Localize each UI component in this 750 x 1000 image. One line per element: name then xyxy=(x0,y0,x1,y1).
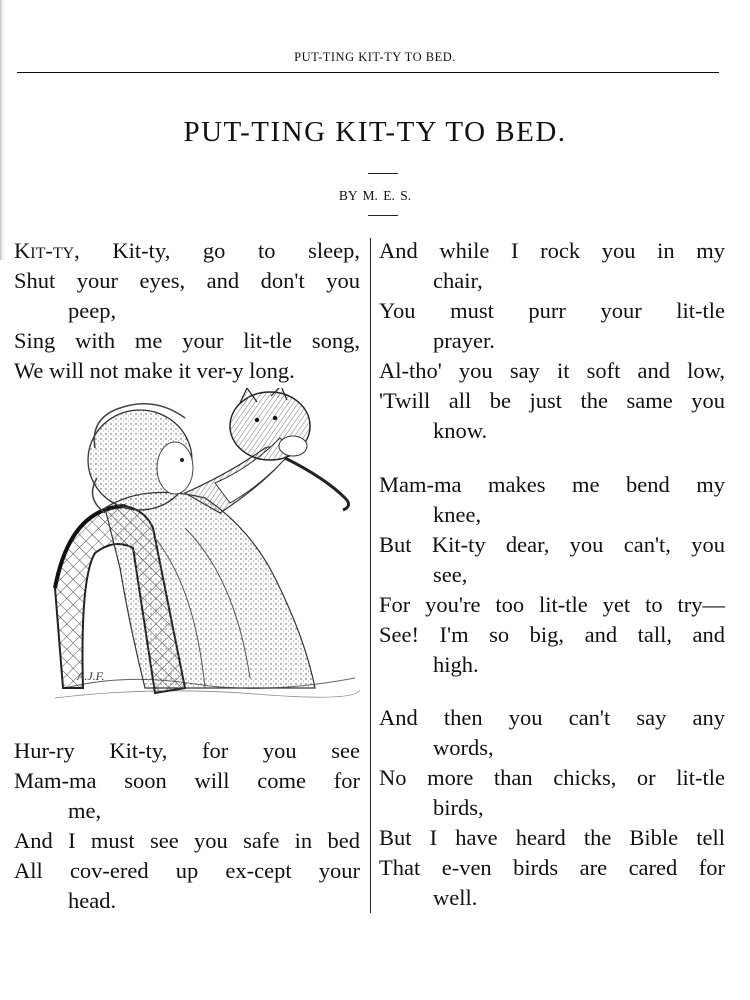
stanza-left-1 xyxy=(14,236,360,386)
stanza-right-3 xyxy=(379,703,725,913)
byline-rule xyxy=(368,215,398,216)
column-divider xyxy=(370,238,371,913)
poem-line: Mam-ma makes me bend my xyxy=(379,472,725,497)
poem-line-continuation xyxy=(379,416,725,446)
stanza-left-2 xyxy=(14,736,360,916)
poem-line-continuation xyxy=(14,796,360,826)
running-head: PUT-TING KIT-TY TO BED. xyxy=(294,50,456,64)
poem-line-continuation xyxy=(379,266,725,296)
poem-line: 'Twill all be just the same you xyxy=(379,388,725,413)
poem-line-continuation xyxy=(379,883,725,913)
poem-line-continuation xyxy=(379,733,725,763)
poem-line: You must purr your lit-tle xyxy=(379,298,725,323)
continuation-text: know. xyxy=(433,418,488,443)
continuation-text: peep, xyxy=(68,298,117,323)
poem-line: And while I rock you in my xyxy=(379,238,725,263)
illustrator-signature: A.J.F. xyxy=(77,669,105,683)
poem-title: PUT-TING KIT-TY TO BED. xyxy=(183,116,567,148)
continuation-text: see, xyxy=(433,562,468,587)
continuation-text: high. xyxy=(433,652,479,677)
poem-line: Mam-ma soon will come for xyxy=(14,768,360,793)
header-rule xyxy=(17,72,719,73)
poem-line-continuation xyxy=(379,326,725,356)
continuation-text: well. xyxy=(433,885,478,910)
title-rule xyxy=(368,173,398,174)
byline: BY M. E. S. xyxy=(338,188,412,203)
poem-line: But Kit-ty dear, you can't, you xyxy=(379,532,725,557)
poem-line: And then you can't say any xyxy=(379,705,725,730)
poem-line: We will not make it ver-y long. xyxy=(14,358,295,383)
girl-holding-kitten-illustration xyxy=(35,388,365,710)
poem-line-continuation xyxy=(14,886,360,916)
poem-line: Shut your eyes, and don't you xyxy=(14,268,360,293)
poem-line-continuation xyxy=(379,793,725,823)
continuation-text: prayer. xyxy=(433,328,495,353)
poem-line: For you're too lit-tle yet to try— xyxy=(379,592,725,617)
stanza-right-2 xyxy=(379,470,725,680)
continuation-text: me, xyxy=(68,798,102,823)
poem-line: See! I'm so big, and tall, and xyxy=(379,622,725,647)
poem-line-continuation xyxy=(14,296,360,326)
poem-line-continuation xyxy=(379,500,725,530)
poem-line-continuation xyxy=(379,560,725,590)
poem-line: All cov-ered up ex-cept your xyxy=(14,858,360,883)
stanza-right-1 xyxy=(379,236,725,446)
continuation-text: birds, xyxy=(433,795,484,820)
drop-word: Kit-ty, xyxy=(14,238,80,263)
poem-line: That e-ven birds are cared for xyxy=(379,855,725,880)
continuation-text: chair, xyxy=(433,268,483,293)
poem-line: Sing with me your lit-tle song, xyxy=(14,328,360,353)
continuation-text: head. xyxy=(68,888,117,913)
continuation-text: words, xyxy=(433,735,494,760)
poem-line: And I must see you safe in bed xyxy=(14,828,360,853)
poem-line: No more than chicks, or lit-tle xyxy=(379,765,725,790)
poem-line: Kit-ty, Kit-ty, go to sleep, xyxy=(14,238,360,263)
continuation-text: knee, xyxy=(433,502,482,527)
poem-line: Hur-ry Kit-ty, for you see xyxy=(14,738,360,763)
poem-line: But I have heard the Bible tell xyxy=(379,825,725,850)
poem-line-continuation xyxy=(379,650,725,680)
poem-line: Al-tho' you say it soft and low, xyxy=(379,358,725,383)
